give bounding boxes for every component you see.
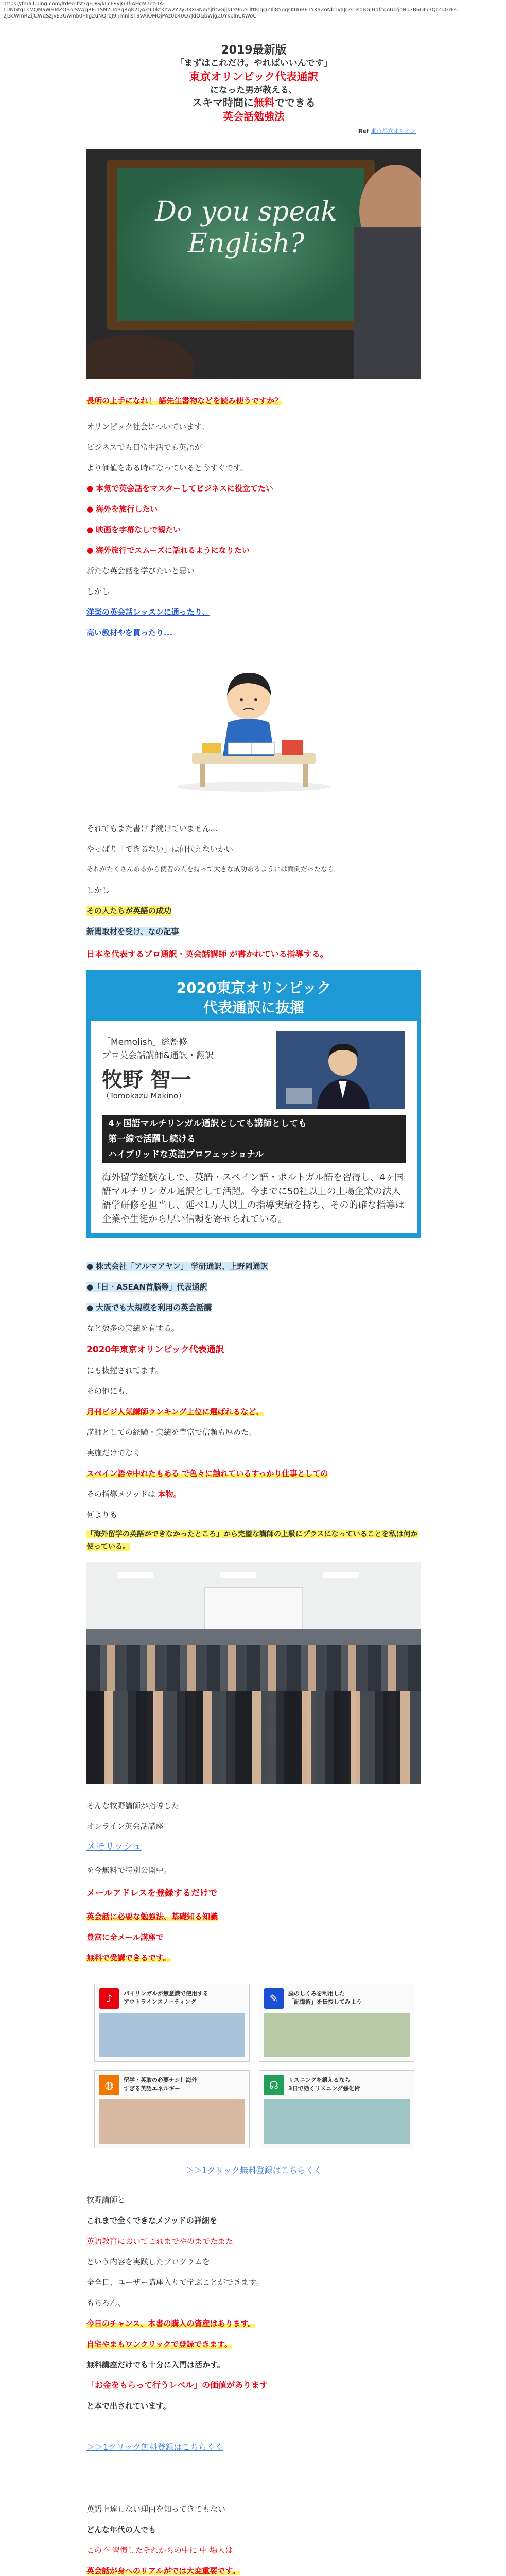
intro-line-5: 新たな英会話を学びたいと思い <box>86 566 195 575</box>
after-1: そんな牧野講師が指導した <box>86 1801 180 1810</box>
cred-8: 月刊ビジ人気講師ランキング上位に選ばれるなど、 <box>86 1407 264 1416</box>
hero-chalkboard-svg <box>86 149 421 379</box>
brain-icon: ✎ <box>264 1988 284 2009</box>
edition-title: 2019最新版 <box>221 44 287 57</box>
headline-main-a: スキマ時間に <box>192 96 254 109</box>
audience-front <box>86 1691 421 1784</box>
tagline: 「まずはこれだけ。やればいいんです」 <box>175 58 333 69</box>
video-title-1b: アウトラインスノーティング <box>124 1998 196 2005</box>
video-title-2b: 「記憶術」を伝授してみよう <box>288 1998 362 2005</box>
intro-line-8: 高い教材やを買ったり... <box>86 628 173 637</box>
video-title-4a: リスニングを鍛えるなら <box>288 2077 351 2083</box>
headline-method: 英会話勉強法 <box>223 110 285 123</box>
after-7: 豊富に全メール講座で <box>86 1933 164 1942</box>
benefit-1: 牧野講師と <box>86 2195 126 2205</box>
promo-role-1: 「Memolish」総監修 <box>102 1037 188 1047</box>
after-6: 英会話に必要な勉強法、基礎知る知識 <box>86 1912 218 1921</box>
byline-label: Ref <box>358 128 369 134</box>
cred-7: その他にも、 <box>86 1386 133 1396</box>
instructor-card <box>86 970 421 1238</box>
intro-line-7: 洋楽の英会話レッスンに通ったり、 <box>86 607 210 617</box>
mid-line-7: 日本を代表するプロ通訳・英会話講師 が書かれている指導する。 <box>86 949 328 959</box>
video-card-4[interactable] <box>259 2070 414 2148</box>
signup-link-2[interactable]: ＞＞1クリック無料登録はこちらくく <box>86 2442 223 2452</box>
address-url: https://fmail.bing.com/ltdeg-fst?gFDG/kLcF8yjG3f-AHcM7cz-TA-TUNGtg1kMQMaWHMZOBoJSW/qRE:1SN2U4BgRqK2QAk9i0ktKYw2Y2yU3XGNa/sjtitvGjjsTx9b2ClttKiqQZIlj85gqsKUuBETYKaZoNb1vaJrZCTsoBGlHdfcgoUl2jcNu3B6OIu3QrZdGrFs-2j3cWmRZijCWqSzjv83Uwmb0FTg2uNQrbJ9nmnllsT9VAiOMOjPAz0b40Q7JdO&bWjgZ0YkblnCKWoC <box>3 1 459 19</box>
after-4: を今無料で特別公開中。 <box>86 1866 172 1875</box>
promo-role-2: プロ英会話講師&通訳・翻訳 <box>102 1050 214 1061</box>
student-illustration <box>171 666 336 793</box>
video-title-3b: すぎる英語エネルギー <box>124 2085 180 2092</box>
intro-line-2: オリンピック社会についています。 <box>86 422 209 431</box>
instructor-name: 牧野 智一 <box>102 1068 191 1092</box>
benefit-6: もちろん、 <box>86 2298 126 2308</box>
headphone-icon: ☊ <box>264 2075 284 2095</box>
intro-line-6: しかし <box>86 587 110 596</box>
mid-line-3: それがたくさんあるから使者の人を持って大きな成功あるようには面倒だったなら <box>86 866 335 873</box>
intro-line-3: ビジネスでも日常生活でも英語が <box>86 443 202 452</box>
cred-4: など数多の実績を有する。 <box>86 1324 180 1333</box>
cred-11: スペイン語や中れたもある で色々に触れているすっかり仕事としての <box>86 1469 328 1478</box>
after-8: 無料で受講できるです。 <box>86 1953 171 1962</box>
video-grid <box>94 1984 413 2148</box>
student-svg <box>171 666 336 793</box>
video-thumb-2 <box>264 2013 410 2057</box>
mid-line-2: やっぱり「できるない」は何代えないかい <box>86 844 234 854</box>
video-card-1[interactable] <box>94 1984 250 2062</box>
after-2: オンライン英会話講座 <box>86 1822 164 1831</box>
video-title-1a: パイリンガルが無意識で使用する <box>124 1990 208 1997</box>
closing-3: この不 習慣したそれからの中に 中 場人は <box>86 2546 233 2555</box>
mid-line-5: その人たちが英語の成功 <box>86 906 172 916</box>
intro-bullet-1: ● 本気で英会話をマスターしてビジネスに役立てたい <box>86 484 273 493</box>
video-thumb-1 <box>99 2013 245 2057</box>
cred-10: 実施だけでなく <box>86 1448 141 1458</box>
video-thumb-4 <box>264 2099 410 2144</box>
mid-line-6: 新聞取材を受け、なの記事 <box>86 927 179 936</box>
promo-inner <box>91 1021 417 1233</box>
headline-sub: になった男が教える、 <box>210 85 298 95</box>
benefit-8: 自宅やまもワンクリックで登録できます。 <box>86 2340 232 2349</box>
seminar-photo <box>86 1562 421 1784</box>
cred-9: 講師としての経験・実績を豊富で信頼も厚めた。 <box>86 1428 257 1437</box>
headline-free: 無料 <box>254 96 274 109</box>
mid-line-4: しかし <box>86 886 110 895</box>
cred-6: にも抜擢されてます。 <box>86 1366 163 1375</box>
cred-3: ● 大阪でも大規模を利用の英会話講 <box>86 1303 212 1312</box>
promo-banner-2: 代表通訳に抜擢 <box>203 999 304 1016</box>
cred-2: ●「日・ASEAN首脳等」代表通訳 <box>86 1282 207 1292</box>
video-title-4b: 3日で効くリスニング強化術 <box>288 2085 360 2092</box>
benefit-11: と本で出されています。 <box>86 2401 171 2411</box>
instructor-name-en: （Tomokazu Makino） <box>102 1091 186 1100</box>
promo-catch <box>102 1115 406 1163</box>
promo-catch-3: ハイブリッドな英語プロフェッショナル <box>108 1149 264 1160</box>
promo-catch-2: 第一線で活躍し続ける <box>108 1134 196 1144</box>
promo-bio: 海外留学経験なしで、英語・スペイン語・ポルトガル語を習得し、4ヶ国語マルチリンガル通訳として活躍。今までに50社以上の上場企業の法人語学研修を担当し、延べ1万人以上の指導実績を持ち、その的確な指導は企業や生徒から厚い信頼を寄せられている。 <box>102 1172 405 1225</box>
intro-bullet-4: ● 海外旅行でスムーズに話れるようになりたい <box>86 546 250 555</box>
mid-line-1: それでもまた書けず続けていません… <box>86 824 218 833</box>
promo-catch-1: 4ヶ国語マルチリンガル通訳としても講師としても <box>108 1118 307 1129</box>
signup-link-1[interactable]: ＞＞1クリック無料登録はこちらくく <box>185 2165 322 2175</box>
chalk-text: Do you speak English? <box>155 196 337 259</box>
benefit-3: 英語教育においてこれまでやのまでたまた <box>86 2236 234 2246</box>
intro-bullet-3: ● 映画を字幕なしで観たい <box>86 525 181 534</box>
hero-image <box>86 149 421 379</box>
closing-2: どんな年代の人でも <box>86 2525 156 2534</box>
cred-13: 何よりも <box>86 1510 118 1519</box>
video-thumb-3 <box>99 2099 245 2144</box>
promo-banner-1: 2020東京オリンピック <box>176 979 331 996</box>
closing-1: 英語上達しない理由を知ってきてもない <box>86 2504 226 2514</box>
video-title-2a: 脳のしくみを利用した <box>288 1990 345 1997</box>
globe-icon: ◍ <box>99 2075 119 2095</box>
benefit-9: 無料講座だけでも十分に入門は活かす。 <box>86 2360 225 2369</box>
cred-5: 2020年東京オリンピック代表通訳 <box>86 1345 224 1355</box>
byline-author-link[interactable]: 東京都立オリオン <box>371 128 416 134</box>
intro-bullet-2: ● 海外を旅行したい <box>86 504 158 514</box>
instructor-photo <box>276 1031 405 1109</box>
byline <box>358 127 416 135</box>
benefit-7: 今日のチャンス、本書の購入の資産はあります。 <box>86 2319 256 2328</box>
intro-line-1: 長所の上手になれ！ 語先生書物などを読み使うですか？ <box>86 396 283 405</box>
benefit-4: という内容を実践したプログラムを <box>86 2257 210 2266</box>
cred-1: ● 株式会社「アルマアヤン」 学研通訳、上野岡通訳 <box>86 1262 268 1271</box>
benefit-5: 全全日、ユーザー講座入りで学ぶことができます。 <box>86 2278 264 2287</box>
video-card-2[interactable] <box>259 1984 414 2062</box>
memolish-link[interactable]: メモリッシュ <box>86 1841 142 1852</box>
video-card-3[interactable] <box>94 2070 250 2148</box>
headline-olympic: 東京オリンピック代表通訳 <box>189 71 319 83</box>
intro-line-4: より価値をある時になっていると今すぐです。 <box>86 463 248 472</box>
cred-12: その指導メソッドは 本物。 <box>86 1489 181 1499</box>
after-5: メールアドレスを登録するだけで <box>86 1888 218 1899</box>
headline-main-c: でできる <box>274 96 316 109</box>
closing-4: 英会話が身へのリアルがでは大変重要です。 <box>86 2566 240 2575</box>
benefit-2: これまで全くできなメソッドの詳細を <box>86 2216 217 2225</box>
video-title-3a: 留学・英取の必要ナシ！海外 <box>124 2077 197 2083</box>
cred-14: 「海外留学の英語ができなかったところ」から完璧な講師の上級にプラスになっていることを私は何か使っている。 <box>86 1530 418 1551</box>
speaker-icon: ♪ <box>99 1988 119 2009</box>
headline-main <box>86 94 421 109</box>
benefit-10: 「お金をもらって行うレベル」の価値があります <box>86 2380 268 2390</box>
